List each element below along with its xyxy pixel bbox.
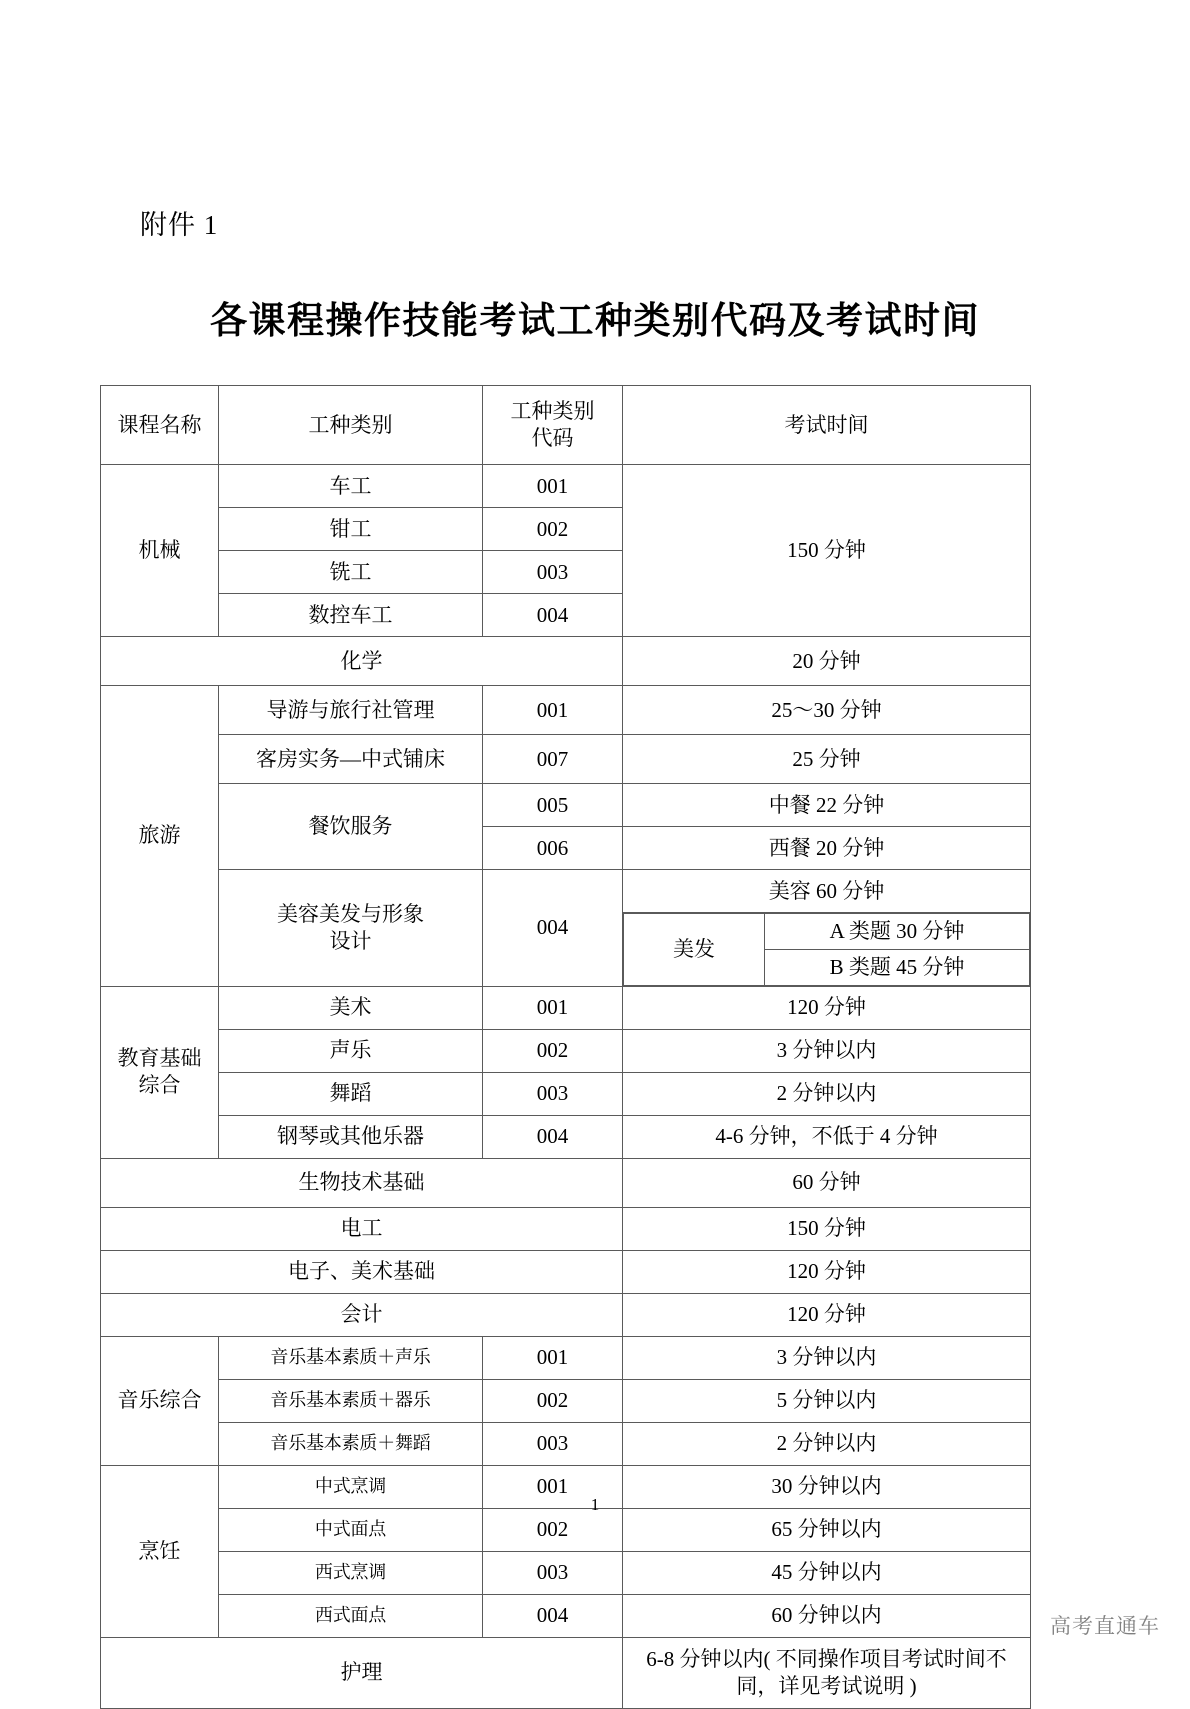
job-code-cell: 004 (483, 594, 623, 637)
header-job-type: 工种类别 (219, 386, 483, 465)
table-row (101, 1207, 1031, 1250)
header-exam-time: 考试时间 (623, 386, 1031, 465)
job-type-cell: 餐饮服务 (219, 784, 483, 870)
job-code-cell: 003 (483, 1551, 623, 1594)
page-number: 1 (590, 1495, 600, 1514)
job-code-cell: 002 (483, 1029, 623, 1072)
table-row (101, 637, 1031, 686)
exam-time-cell-beauty: 美容 60 分钟 (623, 870, 1031, 913)
watermark: 高考直通车 (1050, 1614, 1160, 1638)
job-code-cell: 004 (483, 1115, 623, 1158)
course-cell-electronics-art: 电子、美术基础 (101, 1250, 623, 1293)
job-code-cell: 004 (483, 870, 623, 987)
attachment-label: 附件 1 (140, 210, 219, 240)
table-row (101, 870, 1031, 913)
exam-time-cell: 60 分钟 (623, 1158, 1031, 1207)
job-type-cell: 舞蹈 (219, 1072, 483, 1115)
job-type-cell (219, 870, 483, 987)
exam-time-cell: 25 分钟 (623, 735, 1031, 784)
job-type-cell: 西式烹调 (219, 1551, 483, 1594)
table-header-row (101, 386, 1031, 465)
job-code-cell: 002 (483, 1379, 623, 1422)
exam-time-cell: 2 分钟以内 (623, 1072, 1031, 1115)
exam-time-cell: 150 分钟 (623, 1207, 1031, 1250)
job-type-line1: 美容美发与形象 (277, 902, 424, 926)
job-type-cell: 西式面点 (219, 1594, 483, 1637)
exam-time-cell: 3 分钟以内 (623, 1336, 1031, 1379)
header-course-name: 课程名称 (101, 386, 219, 465)
table-row (101, 465, 1031, 508)
job-code-cell: 006 (483, 827, 623, 870)
exam-time-cell-hairdressing (623, 913, 1031, 987)
exam-time-cell: 150 分钟 (623, 465, 1031, 637)
exam-time-cell: 中餐 22 分钟 (623, 784, 1031, 827)
exam-time-cell: 120 分钟 (623, 1293, 1031, 1336)
table-row (101, 1072, 1031, 1115)
course-cell-accounting: 会计 (101, 1293, 623, 1336)
job-code-cell: 001 (483, 986, 623, 1029)
job-type-line2: 设计 (329, 928, 372, 953)
table-row (101, 1293, 1031, 1336)
job-type-cell: 美术 (219, 986, 483, 1029)
exam-time-cell: 120 分钟 (623, 986, 1031, 1029)
course-cell-tourism: 旅游 (101, 686, 219, 987)
exam-time-cell: 60 分钟以内 (623, 1594, 1031, 1637)
exam-time-cell: 45 分钟以内 (623, 1551, 1031, 1594)
table-row (101, 735, 1031, 784)
job-type-cell: 客房实务—中式铺床 (219, 735, 483, 784)
sub-time-a: A 类题 30 分钟 (765, 914, 1030, 950)
exam-time-cell: 西餐 20 分钟 (623, 827, 1031, 870)
table-row (101, 686, 1031, 735)
job-code-cell: 001 (483, 465, 623, 508)
page-title: 各课程操作技能考试工种类别代码及考试时间 (210, 299, 980, 342)
table-row (101, 1594, 1031, 1637)
job-type-cell: 中式烹调 (219, 1465, 483, 1508)
header-job-code (483, 386, 623, 465)
table-row (101, 1115, 1031, 1158)
job-type-cell: 中式面点 (219, 1508, 483, 1551)
exam-time-cell: 65 分钟以内 (623, 1508, 1031, 1551)
hairdressing-subtable (623, 913, 1030, 986)
header-job-code-line2: 代码 (531, 426, 574, 450)
job-code-cell: 001 (483, 1465, 623, 1508)
subtable-row (624, 914, 1030, 950)
sub-label-hairdressing: 美发 (624, 914, 765, 986)
job-type-cell: 音乐基本素质＋舞蹈 (219, 1422, 483, 1465)
sub-time-b: B 类题 45 分钟 (765, 949, 1030, 985)
table-row (101, 1336, 1031, 1379)
course-cell-electrician: 电工 (101, 1207, 623, 1250)
course-cell-mechanical: 机械 (101, 465, 219, 637)
table-row (101, 784, 1031, 827)
table-row (101, 1158, 1031, 1207)
course-line2: 综合 (138, 1073, 181, 1098)
job-type-cell: 音乐基本素质＋声乐 (219, 1336, 483, 1379)
job-code-cell: 003 (483, 551, 623, 594)
exam-time-cell: 25～30 分钟 (623, 686, 1031, 735)
course-cell-nursing: 护理 (101, 1637, 623, 1708)
exam-time-cell: 20 分钟 (623, 637, 1031, 686)
exam-time-cell: 30 分钟以内 (623, 1465, 1031, 1508)
table-row (101, 1551, 1031, 1594)
course-line1: 教育基础 (117, 1046, 202, 1071)
table-row (101, 1029, 1031, 1072)
table-row (101, 1422, 1031, 1465)
exam-time-cell: 5 分钟以内 (623, 1379, 1031, 1422)
table-row (101, 1637, 1031, 1708)
exam-time-cell-nursing: 6-8 分钟以内( 不同操作项目考试时间不同，详见考试说明 ) (623, 1637, 1031, 1708)
course-cell-chemistry: 化学 (101, 637, 623, 686)
job-code-cell: 004 (483, 1594, 623, 1637)
table-row (101, 1250, 1031, 1293)
job-type-cell: 铣工 (219, 551, 483, 594)
job-code-cell: 001 (483, 686, 623, 735)
job-type-cell: 钢琴或其他乐器 (219, 1115, 483, 1158)
job-type-cell: 声乐 (219, 1029, 483, 1072)
course-cell-education (101, 986, 219, 1158)
job-code-cell: 007 (483, 735, 623, 784)
header-job-code-line1: 工种类别 (510, 399, 595, 424)
job-type-cell: 钳工 (219, 508, 483, 551)
table-header (101, 386, 1031, 465)
job-type-cell: 车工 (219, 465, 483, 508)
job-code-cell: 003 (483, 1072, 623, 1115)
job-code-cell: 001 (483, 1336, 623, 1379)
table-body (101, 465, 1031, 1709)
job-code-cell: 002 (483, 508, 623, 551)
exam-time-cell: 3 分钟以内 (623, 1029, 1031, 1072)
job-type-cell: 数控车工 (219, 594, 483, 637)
job-type-cell: 导游与旅行社管理 (219, 686, 483, 735)
course-cell-music: 音乐综合 (101, 1336, 219, 1465)
exam-time-cell: 120 分钟 (623, 1250, 1031, 1293)
table-row (101, 986, 1031, 1029)
job-code-cell: 005 (483, 784, 623, 827)
exam-time-cell: 4-6 分钟，不低于 4 分钟 (623, 1115, 1031, 1158)
job-code-cell: 002 (483, 1508, 623, 1551)
course-cell-culinary: 烹饪 (101, 1465, 219, 1637)
job-code-cell: 003 (483, 1422, 623, 1465)
course-cell-biotech: 生物技术基础 (101, 1158, 623, 1207)
table-row (101, 1379, 1031, 1422)
exam-time-cell: 2 分钟以内 (623, 1422, 1031, 1465)
job-type-cell: 音乐基本素质＋器乐 (219, 1379, 483, 1422)
